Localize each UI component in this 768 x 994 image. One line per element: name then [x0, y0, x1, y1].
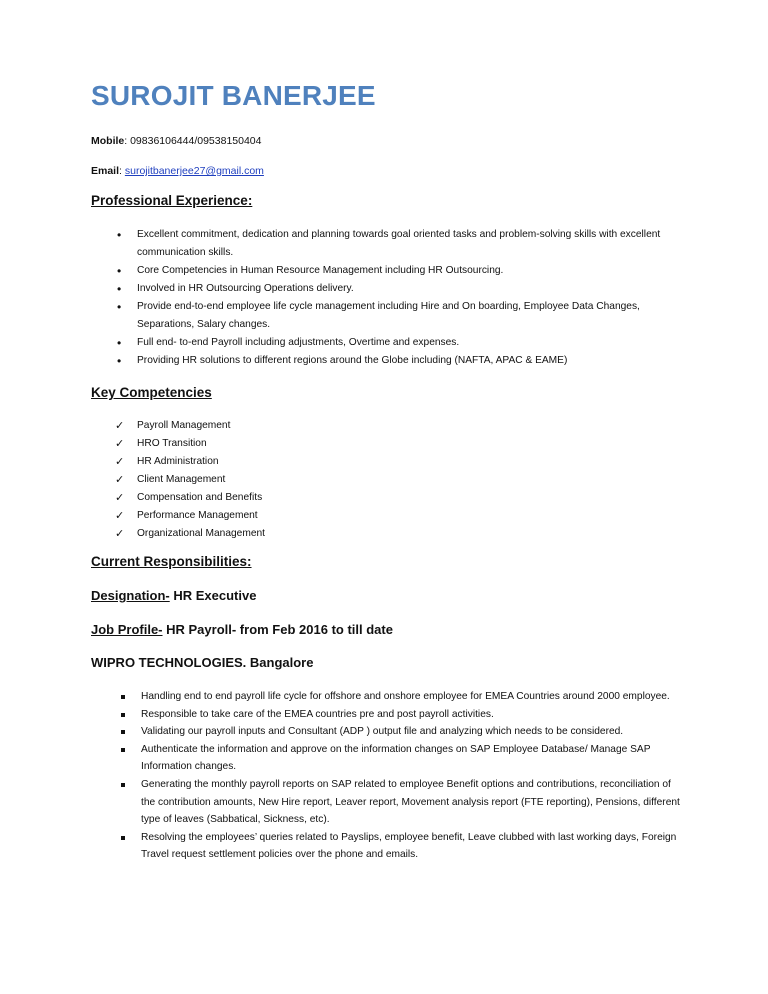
list-item: ✓ Client Management [137, 471, 537, 489]
key-competencies-list [115, 417, 537, 543]
mobile-line: Mobile: 09836106444/09538150404 [91, 135, 262, 147]
square-bullet-icon [121, 695, 125, 699]
check-icon: ✓ [115, 456, 125, 468]
list-item: Handling end to end payroll life cycle for offshore and onshore employee for EMEA Countries around 2000 employee. [141, 688, 686, 706]
list-item: ✓ Performance Management [137, 507, 537, 525]
list-item: Validating our payroll inputs and Consultant (ADP ) output file and analyzing which needs to be considered. [141, 723, 686, 741]
check-icon: ✓ [115, 510, 125, 522]
current-responsibilities-heading: Current Responsibilities: [91, 554, 252, 569]
job-profile-label: Job Profile- [91, 622, 163, 637]
list-item: • Involved in HR Outsourcing Operations delivery. [137, 280, 677, 298]
designation-value: HR Executive [169, 588, 257, 603]
list-item: ✓ Payroll Management [137, 417, 537, 435]
check-icon: ✓ [115, 492, 125, 504]
list-item: ✓ Organizational Management [137, 525, 537, 543]
candidate-name: SUROJIT BANERJEE [91, 80, 376, 111]
check-icon: ✓ [115, 474, 125, 486]
check-icon: ✓ [115, 528, 125, 540]
job-profile [91, 622, 393, 637]
square-bullet-icon [121, 713, 125, 717]
professional-experience-heading: Professional Experience: [91, 193, 253, 208]
professional-experience-list [137, 226, 677, 370]
square-bullet-icon [121, 748, 125, 752]
list-item: ✓ Compensation and Benefits [137, 489, 537, 507]
list-item: • Providing HR solutions to different regions around the Globe including (NAFTA, APAC & EAME) [137, 352, 677, 370]
mobile-label: Mobile [91, 135, 125, 147]
square-bullet-icon [121, 730, 125, 734]
designation [91, 588, 256, 603]
list-item: Resolving the employees’ queries related to Payslips, employee benefit, Leave clubbed with last working days, Foreign Travel request settlement policies over the phone and emails. [141, 829, 686, 864]
designation-label: Designation- [91, 588, 170, 603]
company-name: WIPRO TECHNOLOGIES. Bangalore [91, 655, 314, 670]
list-item: Authenticate the information and approve on the information changes on SAP Employee Database/ Manage SAP Information changes. [141, 741, 686, 776]
email-link[interactable]: surojitbanerjee27@gmail.com [124, 165, 264, 177]
square-bullet-icon [121, 783, 125, 787]
check-icon: ✓ [115, 420, 125, 432]
mobile-number: 09836106444/09538150404 [130, 135, 262, 147]
list-item: ✓ HR Administration [137, 453, 537, 471]
email-line: Email: surojitbanerjee27@gmail.com [91, 165, 264, 177]
list-item: • Provide end-to-end employee life cycle management including Hire and On boarding, Employee Data Changes, Separations, Salary changes. [137, 298, 677, 334]
key-competencies-heading: Key Competencies [91, 385, 212, 400]
list-item: Responsible to take care of the EMEA countries pre and post payroll activities. [141, 706, 686, 724]
email-label: Email [91, 165, 120, 177]
list-item: ✓ HRO Transition [137, 435, 537, 453]
list-item: • Core Competencies in Human Resource Management including HR Outsourcing. [137, 262, 677, 280]
job-profile-value: HR Payroll- from Feb 2016 to till date [162, 622, 393, 637]
list-item: Generating the monthly payroll reports on SAP related to employee Benefit options and contributions, reconciliation of the contribution amounts, New Hire report, Leaver report, Movement analysis report (FTE reporting), Pensions, different type of leaves (Sabbatical, Sickness, etc). [141, 776, 686, 829]
check-icon: ✓ [115, 438, 125, 450]
responsibilities-list [141, 688, 686, 864]
list-item: • Excellent commitment, dedication and planning towards goal oriented tasks and problem-solving skills with excellent communication skills. [137, 226, 677, 262]
list-item: • Full end- to-end Payroll including adjustments, Overtime and expenses. [137, 334, 677, 352]
square-bullet-icon [121, 836, 125, 840]
